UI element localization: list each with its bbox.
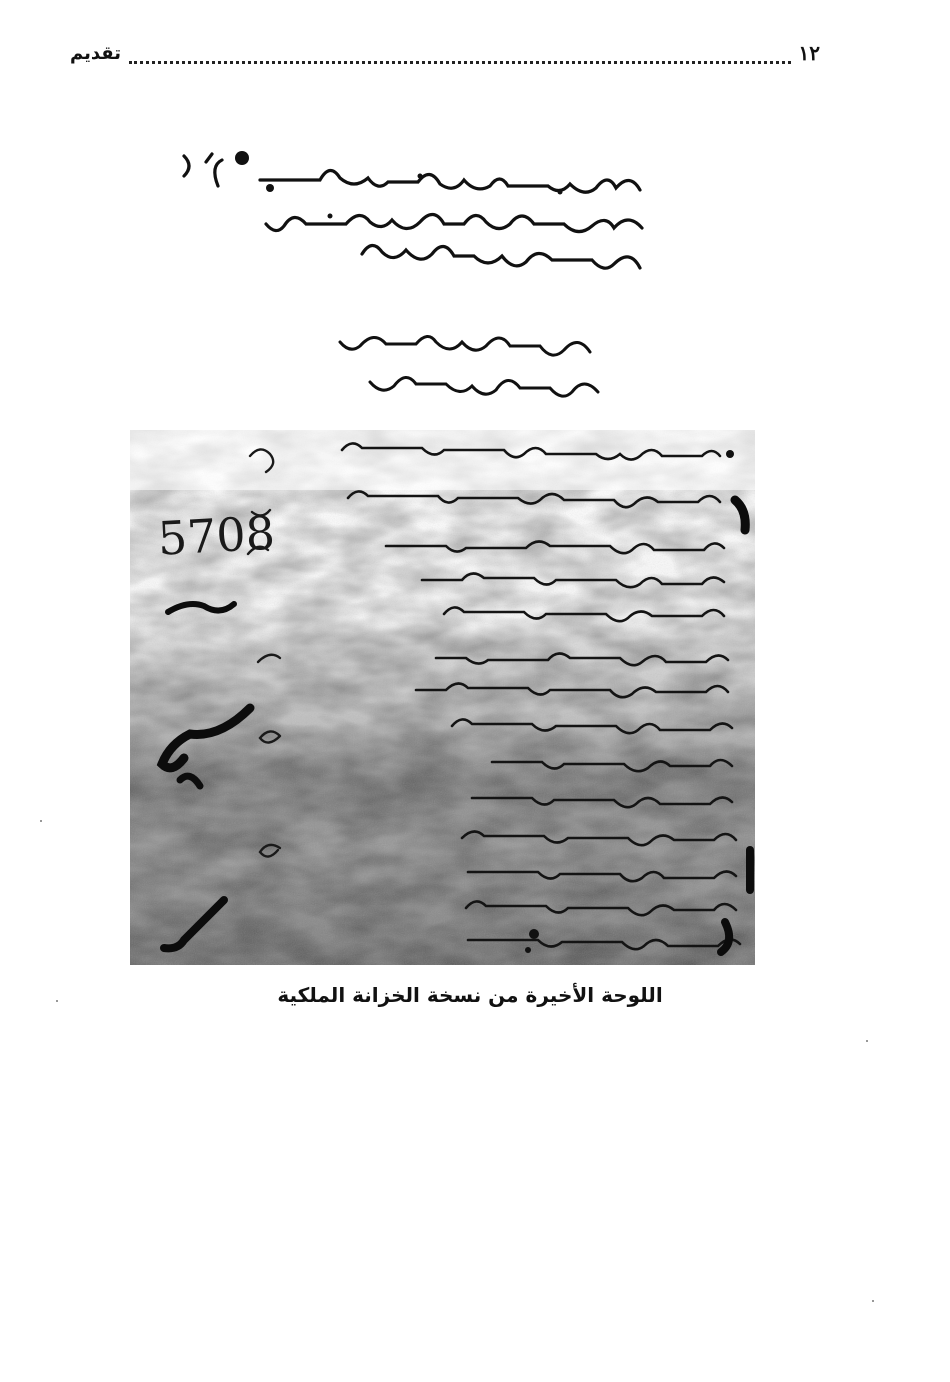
scan-speck bbox=[40, 820, 42, 822]
scan-speck bbox=[872, 1300, 874, 1302]
page-number: ١٢ bbox=[798, 41, 820, 65]
manuscript-photo bbox=[120, 130, 765, 970]
scan-speck bbox=[866, 1040, 868, 1042]
catalog-number: 5708 bbox=[156, 505, 277, 566]
header-leader-dots bbox=[129, 55, 791, 64]
section-title: تقديم bbox=[70, 42, 121, 64]
doxology-calligraphy bbox=[340, 336, 598, 396]
figure-caption: اللوحة الأخيرة من نسخة الخزانة الملكية bbox=[277, 983, 663, 1007]
running-header bbox=[70, 36, 820, 70]
top-calligraphy bbox=[184, 154, 642, 268]
manuscript-photo-svg bbox=[120, 130, 765, 970]
scan-speck bbox=[56, 1000, 58, 1002]
